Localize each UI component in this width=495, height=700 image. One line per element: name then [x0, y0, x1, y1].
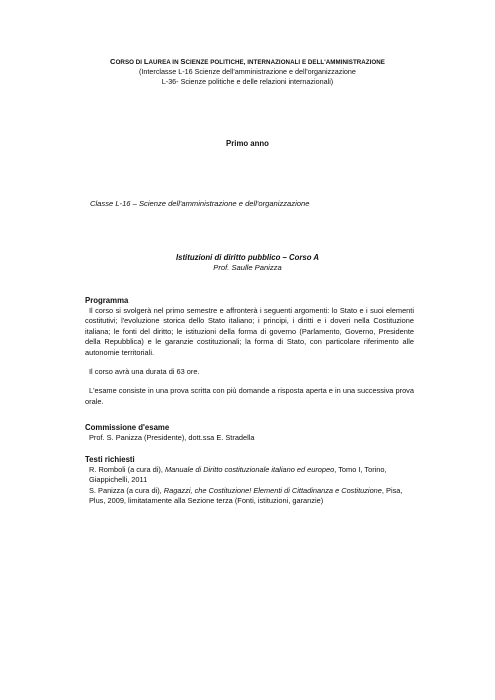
testi-heading: Testi richiesti [85, 455, 135, 464]
commissione-text: Prof. S. Panizza (Presidente), dott.ssa E. Stradella [89, 433, 255, 442]
degree-title-part: ORSO DI [115, 59, 144, 66]
programma-section [85, 296, 414, 407]
degree-title-part: C [110, 57, 116, 66]
degree-header [70, 57, 425, 87]
reference-title: Ragazzi, che Costituzione! Elementi di Cittadinanza e Costituzione [163, 485, 382, 495]
reference-publication: , Tomo I, Torino, Giappichelli, 2011 [89, 465, 387, 485]
interclass-line-2: L-36- Scienze politiche e delle relazioni internazionali) [161, 77, 334, 86]
course-block [0, 253, 495, 273]
course-professor: Prof. Saulle Panizza [213, 263, 282, 272]
reference-item [85, 486, 414, 507]
degree-title [70, 57, 425, 67]
commissione-heading: Commissione d'esame [85, 423, 170, 432]
degree-title-part: CIENZE POLITICHE, INTERNAZIONALI E DELL'AMMINISTRAZIONE [185, 59, 385, 66]
reference-publication: , Pisa, Plus, 2009, limitatamente alla Sezione terza (Fonti, istituzioni, garanzie) [89, 485, 403, 506]
programma-paragraph: Il corso si svolgerà nel primo semestre e affronterà i seguenti argomenti: lo Stato e i suoi elementi costitutivi; l'evoluzione storica dello Stato italiano; i principi, i diritti e i doveri nella Costituzione italiana; le fonti del diritto; le istituzioni della forma di governo (Parlamento, Governo, Presidente della Repubblica) e le garanzie costituzionali; la forma di Stato, con particolare riferimento alle autonomie territoriali. [85, 306, 414, 357]
course-title: Istituzioni di diritto pubblico – Corso A [175, 253, 320, 262]
degree-title-part: S [180, 57, 186, 66]
programma-heading: Programma [85, 296, 129, 305]
class-heading: Classe L-16 – Scienze dell'amministrazione e dell'organizzazione [90, 199, 310, 208]
exam-paragraph: L'esame consiste in una prova scritta con più domande a risposta aperta e in una successiva prova orale. [85, 386, 414, 406]
year-heading: Primo anno [226, 139, 269, 148]
degree-title-part: L [143, 57, 149, 66]
duration-paragraph: Il corso avrà una durata di 63 ore. [89, 367, 200, 377]
reference-item [85, 465, 414, 486]
reference-title: Manuale di Diritto costituzionale italiano ed europeo [164, 465, 335, 474]
commissione-section [85, 423, 414, 443]
reference-author: S. Panizza (a cura di), [89, 485, 164, 495]
interclass-line-1: (Interclasse L-16 Scienze dell'amministrazione e dell'organizzazione [139, 67, 356, 76]
degree-title-part: AUREA IN [148, 59, 181, 66]
reference-author: R. Romboli (a cura di), [89, 465, 165, 474]
testi-section [85, 455, 414, 507]
